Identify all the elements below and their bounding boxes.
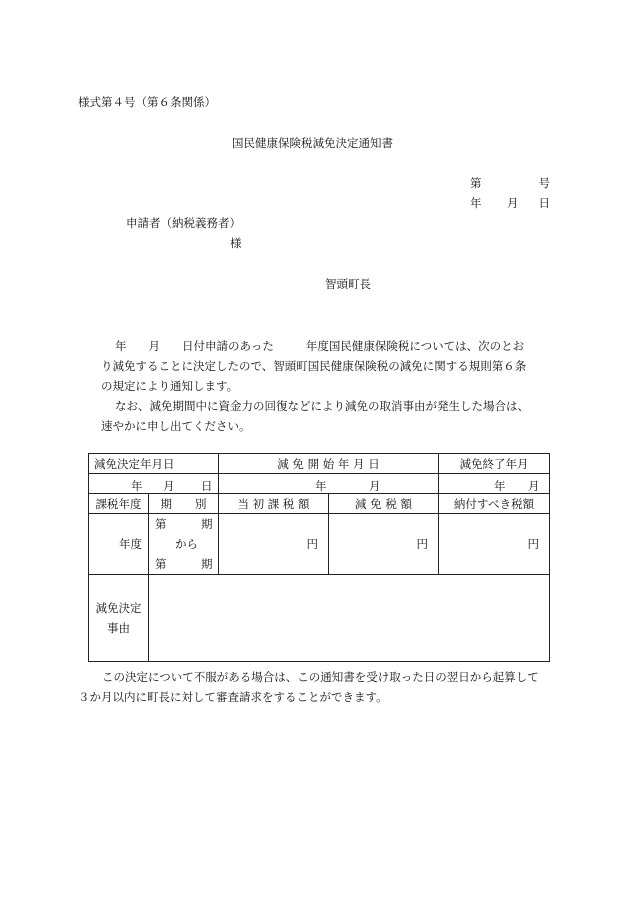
reduction-table bbox=[88, 453, 550, 662]
reason-line-1: 減免決定 bbox=[95, 601, 142, 615]
payable-amount-cell: 円 bbox=[439, 514, 550, 575]
start-date-header: 減 免 開 始 年 月 日 bbox=[219, 454, 439, 474]
initial-amount-cell: 円 bbox=[219, 514, 329, 575]
appeal-notice bbox=[78, 667, 558, 707]
reduction-amount-header: 減 免 税 額 bbox=[329, 494, 439, 514]
date-month: 月 bbox=[507, 196, 519, 210]
form-number: 様式第４号（第６条関係） bbox=[78, 95, 216, 109]
issuer-mayor: 智頭町長 bbox=[325, 277, 371, 291]
period-cell: 第 期 から 第 期 bbox=[149, 514, 219, 575]
initial-amount-header: 当 初 課 税 額 bbox=[219, 494, 329, 514]
applicant-label: 申請者（納税義務者） bbox=[126, 216, 241, 230]
body-line-2: り減免することに決定したので、智頭町国民健康保険税の減免に関する規則第６条 bbox=[101, 359, 527, 373]
body-year: 年 bbox=[115, 339, 127, 353]
reason-label bbox=[89, 575, 149, 662]
date-year: 年 bbox=[470, 196, 482, 210]
decision-date-value: 年 月 日 bbox=[89, 474, 219, 494]
body-line-4: なお、減免期間中に資金力の回復などにより減免の取消事由が発生した場合は、 bbox=[115, 399, 529, 413]
number-prefix: 第 bbox=[470, 176, 482, 190]
tax-year-header: 課税年度 bbox=[89, 494, 149, 514]
end-date-value: 年 月 bbox=[439, 474, 550, 494]
body-line-5: 速やかに申し出てください。 bbox=[101, 419, 251, 433]
period-header: 期 別 bbox=[149, 494, 219, 514]
reduction-amount-cell: 円 bbox=[329, 514, 439, 575]
body-day-text: 日付申請のあった bbox=[182, 339, 274, 353]
footer-line-1: この決定について不服がある場合は、この通知書を受け取った日の翌日から起算して bbox=[102, 670, 539, 684]
end-date-header: 減免終了年月 bbox=[439, 454, 550, 474]
start-date-value: 年 月 bbox=[219, 474, 439, 494]
body-line1-tail: 年度国民健康保険税については、次のとお bbox=[305, 339, 525, 353]
reason-value bbox=[149, 575, 550, 662]
document-title: 国民健康保険税減免決定通知書 bbox=[232, 136, 393, 150]
notice-body bbox=[101, 336, 551, 436]
footer-line-2: ３か月以内に町長に対して審査請求をすることができます。 bbox=[78, 690, 388, 704]
body-line-3: の規定により通知します。 bbox=[101, 379, 239, 393]
payable-amount-header: 納付すべき税額 bbox=[439, 494, 550, 514]
date-day: 日 bbox=[538, 196, 550, 210]
body-line-1 bbox=[101, 336, 551, 356]
body-month: 月 bbox=[148, 339, 160, 353]
decision-date-header: 減免決定年月日 bbox=[89, 454, 219, 474]
fiscal-year-cell: 年度 bbox=[89, 514, 149, 575]
number-suffix: 号 bbox=[538, 176, 550, 190]
honorific: 様 bbox=[230, 236, 242, 250]
reason-line-2: 事由 bbox=[107, 621, 130, 635]
